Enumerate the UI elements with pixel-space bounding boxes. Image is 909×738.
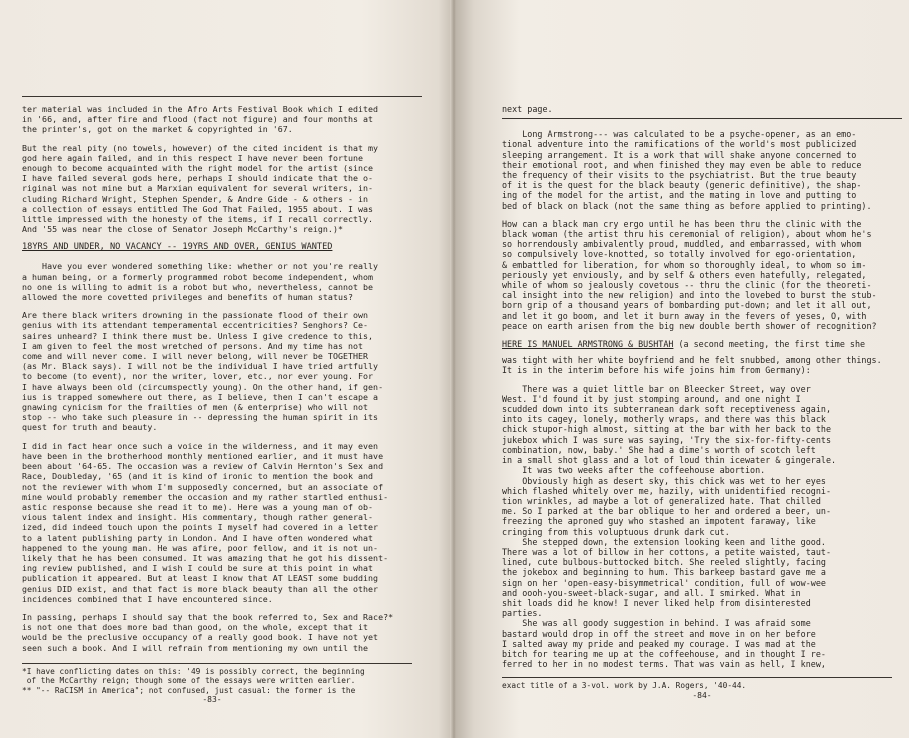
- section-heading-right: [502, 339, 909, 349]
- left-para-5: I did in fact hear once such a voice in the wilderness, and it may even have been in the brotherhood monthly mentioned earlier, and it must have been about '64-65. The occasion was a review of Calvin Hernton's Sex and Race, Doubleday, '65 (and it is kind of ironic to mention the book and not the reviewer with whom I'm supposedly concerned, but an associate of mine would probably remember the occasion and my rather startled enthusi- astic response because she read it to me). Here was a young man of ob- vious talent index and insight. His commentary, though rather general- ized, did indeed touch upon the points I myself had covered in a letter to a latent publishing party in London. And I have often wondered what happened to the young man. He was afire, poor fellow, and it is not un- likely that he has been consumed. It was amazing that he got his dissent- ing review published, and I wish I could be sure at this point in what publication it appeared. But at least I know that AT LEAST some budding genius DID exist, and that fact is more black beauty than all the other incidences combined that I have encountered since.: [22, 440, 389, 604]
- heading-rest: (a second meeting, the first time she: [673, 339, 866, 350]
- left-page: [0, 0, 452, 738]
- right-page: [456, 0, 909, 738]
- right-para-2: Long Armstrong--- was calculated to be a psyche-opener, as an emo- tional adventure into the ramifications of the world's most publicized sleeping arrangement. It is a work that will shake anyone concerned to their emotional root, and when finished they may even be able to reduce the frequency of their visits to the psychiatrist. But the true beauty of it is the quest for the black beauty (generic definitive), the shap- ing of the model for the artist, and the mating in love and putting to bed of black on black (not the same thing as before applied to printing).: [502, 129, 872, 211]
- footnote-rule: [22, 663, 412, 664]
- page-number-left: -83-: [202, 694, 222, 704]
- right-para-1: next page.: [502, 104, 553, 114]
- left-para-2: But the real pity (no towels, however) of the cited incident is that my god here again failed, and in this respect I have never been fortune enough to become acquainted with the right model for the artist (since I have failed several gods here, perhaps I should indicate that the o- riginal was not mine but a Marxian equivalent for several writers, in- cluding Richard Wright, Stephen Spender, & Andre Gide - & others - in a collection of essays entitled The God That Failed, 1955 about. I was little impressed with the honesty of the items, if I recall correctly. And '55 was near the close of Senator Joseph McCarthy's reign.)*: [22, 142, 379, 235]
- right-para-4: was tight with her white boyfriend and he felt snubbed, among other things. It is in the interim before his wife joins him from Germany):: [502, 355, 882, 376]
- right-para-5: There was a quiet little bar on Bleecker Street, way over West. I'd found it by just stomping around, and one night I scudded down into its subterranean dark soft receptiveness again, into its cagey, lonely, motherly wraps, and there was this black chick stupor-high almost, sitting at the bar with her back to the jukebox which I was sure was saying, 'Try the six-for-fifty-cents combination, now, baby.' She had a dime's worth of scotch left in a small shot glass and a lot of loud thin icewater & gingerale. It was two weeks after the coffeehouse abortion. Obviously high as desert sky, this chick was wet to her eyes which flashed whitely over me, hazily, with unidentified recogni- tion wrinkles, ad maybe a lot of generalized hate. That chilled me. So I parked at the bar oblique to her and ordered a beer, un- freezing the aproned guy who stashed an impotent faraway, like cringing from this voluptuous drunk dark cut. She stepped down, the extension looking keen and lithe good. There was a lot of billow in her cottons, a petite waisted, taut- lined, cute bulbous-buttocked bitch. She reeled slightly, facing the jokebox and beginning to hum. This barkeep bastard gave me a sign on her 'open-easy-bisymmetrical' condition, full of wow-wee and oooh-you-sweet-black-sugar, and all. I smirked. What in shit loads did he know! I never liked help from disinterested parties. She was all goody suggestion in behind. I was afraid some bastard would drop in off the street and move in on her before I salted away my pride and peaked my courage. I was mad at the bitch for tearing me up at the coffeehouse, and in thought I re- ferred to her in no modest terms. That was vain as hell, I knew,: [502, 383, 837, 670]
- page-number-right: -84-: [692, 690, 712, 700]
- left-footnotes: *I have conflicting dates on this: '49 is possibly correct, the beginning of the McCarthy reign; though some of the essays were written earlier. ** "-- RaCISM in America"; not confused, just casual: the former is the: [22, 666, 365, 695]
- right-para-3: How can a black man cry ergo until he has been thru the clinic with the black woman (the artist thru his ceremonial of religion), about whom he's so horrendously ambivalently proud, muddled, and embarrassed, with whom so compulsively love-knotted, so totally involved for ego-orientation, & embattled for liberation, for whom so thoroughly ideal, to whom so im- periously yet enviously, and by self & others even hatefully, relegated, while of whom so jealously covetous -- thru the clinic (for the theoreti- cal insight into the new religion) and into the lovebed to burst the stub- born grip of a thousand years of bombarding put-down; and let it all out, and let it go boom, and let it burn away in the fevers of yeses, O, with peace on earth arisen from the big new double berth shower of recognition?: [502, 218, 877, 331]
- heading-underlined: HERE IS MANUEL ARMSTRONG & BUSHTAH: [502, 339, 674, 350]
- top-rule-right: [502, 118, 902, 119]
- left-para-3: Have you ever wondered something like: whether or not you're really a human being, or a formerly programmed robot become independent, whom no one is willing to admit is a robot but who, nevertheless, cannot be allowed the more covetted privileges and benefits of human status?: [22, 261, 379, 303]
- left-para-6: In passing, perhaps I should say that the book referred to, Sex and Race?* is not one that does more bad than good, on the whole, except that it would be the preclusive occupancy of a really good book. I have not yet seen such a book. And I will refrain from mentioning my own until the: [22, 611, 394, 653]
- left-para-1: ter material was included in the Afro Arts Festival Book which I edited in '66, and, after fire and flood (fact not figure) and four months at the printer's, got on the market & copyrighted in '67.: [22, 104, 379, 135]
- section-heading: 18YRS AND UNDER, NO VACANCY -- 19YRS AND OVER, GENIUS WANTED: [22, 242, 333, 253]
- left-para-4: Are there black writers drowning in the passionate flood of their own genius with its attendant temperamental eccentricities? Senghors? Ce- saires unheard? I think there must be. Unless I give credence to this, I am given to feel the most wretched of persons. And my time has not come and will never come. I will never belong, will never be TOGETHER (as Mr. Black says). I will not be the individual I have tried artfully to become (to event), nor the writer, lover, etc., nor ever young. For I have always been old (circumspectly young). On the other hand, if gen- ius is trapped somewhere out there, as I believe, then I can't escape a gnawing cynicism for the frailties of men (& enterprise) who will not stop -- who take such pleasure in -- depressing the human spirit in its quest for truth and beauty.: [22, 310, 384, 433]
- right-footnote: exact title of a 3-vol. work by J.A. Rogers, '40-44.: [502, 681, 747, 691]
- footnote-rule-right: [502, 677, 892, 678]
- top-rule: [22, 96, 422, 97]
